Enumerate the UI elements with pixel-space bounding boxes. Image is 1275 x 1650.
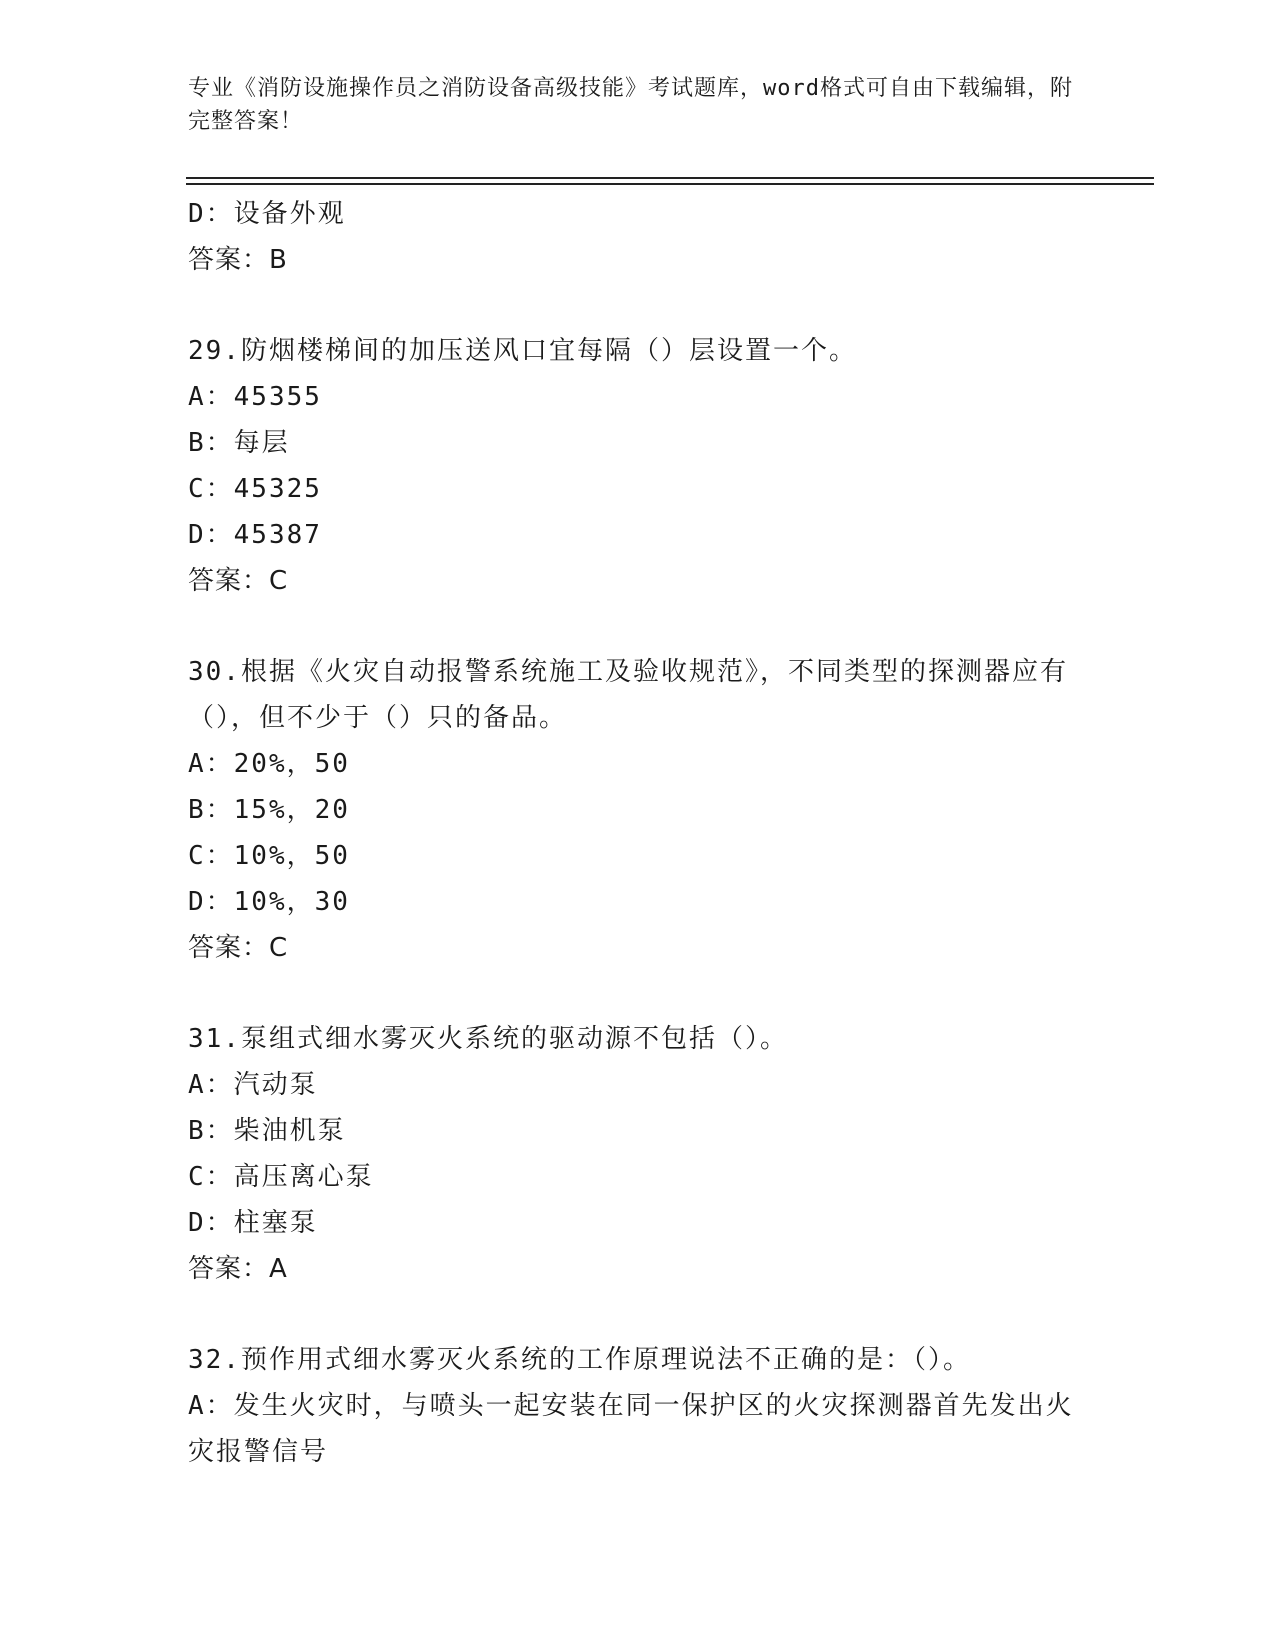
option-c: C：高压离心泵	[188, 1162, 374, 1192]
answer: 答案：C	[188, 566, 289, 596]
header-divider-bottom	[186, 183, 1154, 185]
option-d: D：设备外观	[188, 199, 346, 229]
question-stem-30: 30.根据《火灾自动报警系统施工及验收规范》，不同类型的探测器应有（），但不少于（）只的备品。	[188, 657, 1068, 733]
answer: 答案：C	[188, 933, 289, 963]
option-a: A：发生火灾时，与喷头一起安装在同一保护区的火灾探测器首先发出火灾报警信号	[188, 1391, 1074, 1467]
option-c: C：45325	[188, 474, 322, 504]
question-list	[188, 191, 1088, 1475]
answer: 答案：B	[188, 245, 288, 275]
question-stem-32: 32.预作用式细水雾灭火系统的工作原理说法不正确的是：（）。	[188, 1345, 971, 1375]
option-a: A：45355	[188, 382, 322, 412]
option-b: B：每层	[188, 428, 290, 458]
option-a: A：汽动泵	[188, 1070, 318, 1100]
option-d: D：10%，30	[188, 887, 350, 917]
document-header: 专业《消防设施操作员之消防设备高级技能》考试题库，word格式可自由下载编辑，附完整答案！	[188, 76, 1073, 134]
option-d: D：45387	[188, 520, 322, 550]
header-divider-top	[186, 177, 1154, 179]
option-a: A：20%，50	[188, 749, 350, 779]
answer: 答案：A	[188, 1254, 288, 1284]
option-c: C：10%，50	[188, 841, 350, 871]
option-b: B：柴油机泵	[188, 1116, 346, 1146]
question-stem-31: 31.泵组式细水雾灭火系统的驱动源不包括（）。	[188, 1024, 788, 1054]
option-d: D：柱塞泵	[188, 1208, 318, 1238]
option-b: B：15%，20	[188, 795, 350, 825]
question-stem-29: 29.防烟楼梯间的加压送风口宜每隔（）层设置一个。	[188, 336, 857, 366]
